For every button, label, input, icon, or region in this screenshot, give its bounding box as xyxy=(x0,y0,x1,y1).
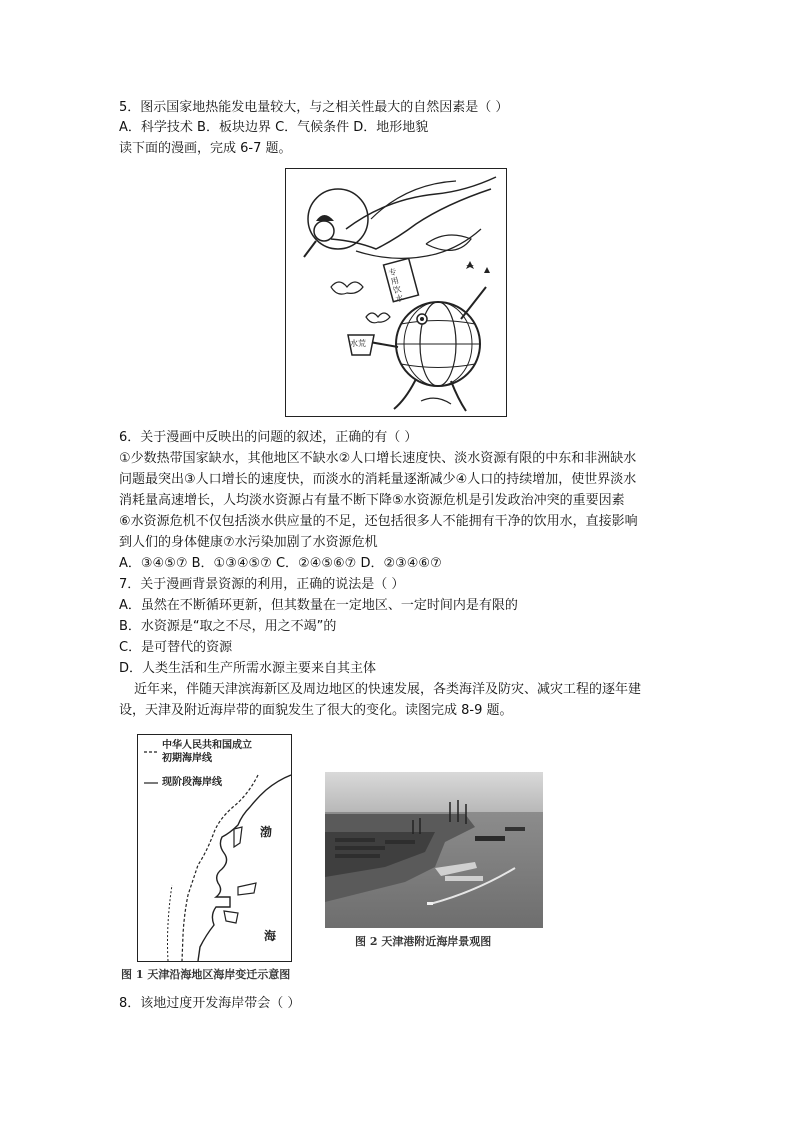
figure-1-caption: 图 1 天津沿海地区海岸变迁示意图 xyxy=(121,968,291,981)
q7-option-d: D．人类生活和生产所需水源主要来自其主体 xyxy=(119,661,377,676)
map-label-hai: 海 xyxy=(264,929,277,943)
q6-line-3: 消耗量高速增长，人均淡水资源占有量不断下降⑤水资源危机是引发政治冲突的重要因素 xyxy=(119,493,625,508)
legend-dashed-line-1: 中华人民共和国成立 xyxy=(162,740,252,751)
water-crisis-cartoon xyxy=(285,168,507,417)
q7-option-b: B．水资源是“取之不尽，用之不竭”的 xyxy=(119,619,337,634)
intro-8-9-line-1: 近年来，伴随天津滨海新区及周边地区的快速发展，各类海洋及防灾、减灾工程的逐年建 xyxy=(134,682,642,697)
q8-stem: 8．该地过度开发海岸带会（ ） xyxy=(119,996,301,1011)
cartoon-bag-label: 专用饮水 xyxy=(387,267,405,304)
q7-option-c: C．是可替代的资源 xyxy=(119,640,233,655)
q6-line-5: 到人们的身体健康⑦水污染加剧了水资源危机 xyxy=(119,535,378,550)
q5-stem: 5．图示国家地热能发电量较大，与之相关性最大的自然因素是（ ） xyxy=(119,100,509,115)
intro-6-7: 读下面的漫画，完成 6-7 题。 xyxy=(119,141,292,156)
q6-line-4: ⑥水资源危机不仅包括淡水供应量的不足，还包括很多人不能拥有干净的饮用水，直接影响 xyxy=(119,514,638,529)
q6-stem: 6．关于漫画中反映出的问题的叙述，正确的有（ ） xyxy=(119,430,418,445)
q6-line-2: 问题最突出③人口增长的速度快，而淡水的消耗量逐渐减少④人口的持续增加，使世界淡水 xyxy=(119,472,637,487)
q5-options: A．科学技术 B．板块边界 C．气候条件 D．地形地貌 xyxy=(119,120,429,135)
coastline-change-map xyxy=(137,734,292,962)
figure-2-caption: 图 2 天津港附近海岸景观图 xyxy=(355,935,492,948)
legend-solid-line: 现阶段海岸线 xyxy=(162,777,222,788)
q7-option-a: A．虽然在不断循环更新，但其数量在一定地区、一定时间内是有限的 xyxy=(119,598,518,613)
q6-line-1: ①少数热带国家缺水，其他地区不缺水②人口增长速度快、淡水资源有限的中东和非洲缺水 xyxy=(119,451,637,466)
port-aerial-photo xyxy=(325,772,543,928)
intro-8-9-line-2: 设，天津及附近海岸带的面貌发生了很大的变化。读图完成 8-9 题。 xyxy=(119,703,513,718)
cartoon-cup-label: 水荒 xyxy=(350,339,366,348)
q6-options: A．③④⑤⑦ B．①③④⑤⑦ C．②④⑤⑥⑦ D．②③④⑥⑦ xyxy=(119,556,442,571)
map-label-bo: 渤 xyxy=(260,825,273,839)
q7-stem: 7．关于漫画背景资源的利用，正确的说法是（ ） xyxy=(119,577,405,592)
port-photo-image xyxy=(325,772,543,928)
legend-dashed-line-2: 初期海岸线 xyxy=(162,753,212,764)
